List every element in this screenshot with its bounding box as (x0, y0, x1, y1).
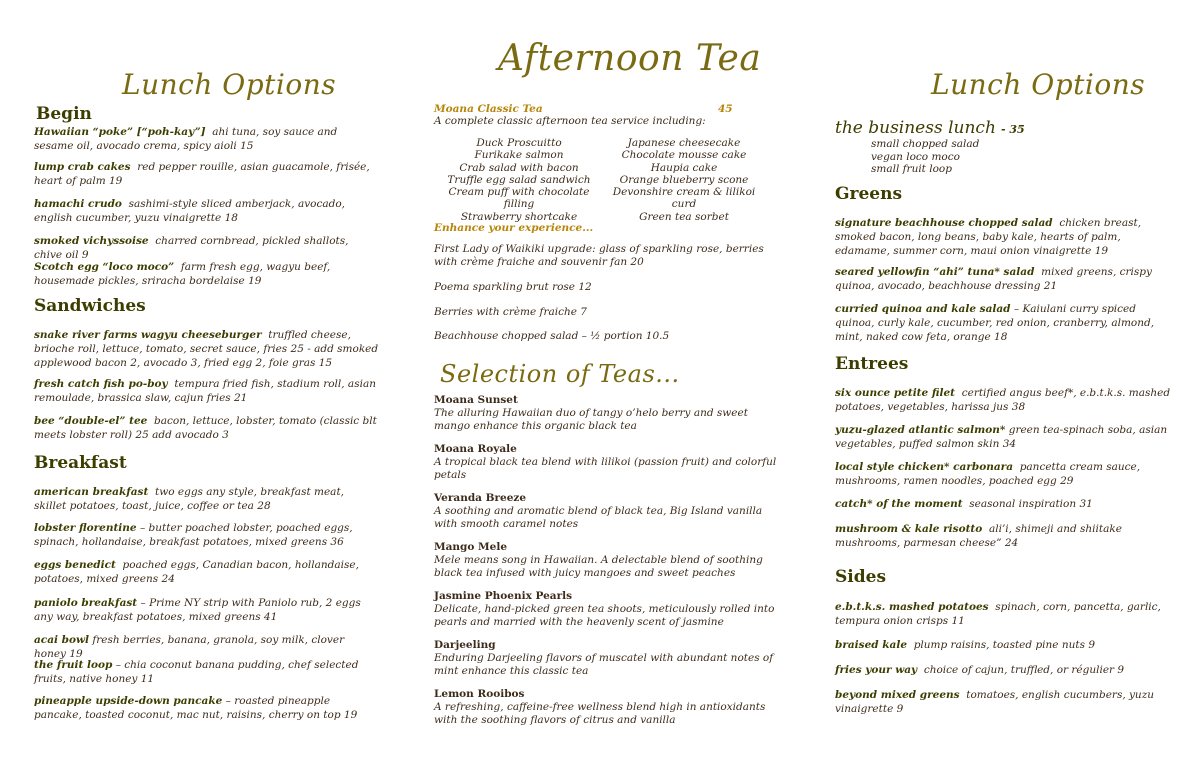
menu-item: e.b.t.k.s. mashed potatoes spinach, corn, pancetta, garlic, tempura onion crisps 11 (835, 601, 1161, 627)
business-lunch-items (871, 138, 979, 176)
tea-item: Lemon Rooibos A refreshing, caffeine-free wellness blend high in antioxidants with the soothing flavors of citrus and vanilla (434, 688, 766, 726)
classic-tea-price: 45 (718, 103, 733, 115)
teas-title: Selection of Teas... (440, 360, 680, 388)
list-item: Orange blueberry scone (619, 173, 749, 186)
menu-item: american breakfast two eggs any style, breakfast meat, skillet potatoes, toast, juice, coffee or tea 28 (34, 486, 345, 512)
tea-item: Darjeeling Enduring Darjeeling flavors of muscatel with abundant notes of mint enhance this classic tea (434, 639, 774, 677)
menu-item: mushroom & kale risotto ali’i, shimeji and shiitake mushrooms, parmesan cheese” 24 (835, 523, 1122, 549)
list-item: Duck Proscuitto (476, 137, 562, 149)
list-item: small fruit loop (871, 163, 952, 175)
menu-item: fries your way choice of cajun, truffled, or régulier 9 (835, 664, 1125, 676)
greens-heading: Greens (835, 184, 903, 204)
menu-item: pineapple upside-down pancake – roasted pineapple pancake, toasted coconut, mac nut, raisins, cherry on top 19 (34, 695, 358, 721)
classic-tea-intro: A complete classic afternoon tea service including: (434, 115, 706, 127)
menu-item: six ounce petite filet certified angus beef*, e.b.t.k.s. mashed potatoes, vegetables, harissa jus 38 (835, 387, 1171, 413)
enhance-item: Berries with crème fraiche 7 (434, 306, 587, 318)
menu-item: the fruit loop – chia coconut banana pudding, chef selected fruits, native honey 11 (34, 659, 359, 685)
list-item: Chocolate mousse cake (621, 149, 747, 162)
enhance-item: First Lady of Waikiki upgrade: glass of sparkling rose, berries with crème fraiche and souvenir fan 20 (434, 243, 764, 268)
sandwiches-heading: Sandwiches (34, 296, 146, 316)
list-item: Japanese cheesecake (627, 137, 741, 149)
list-item: Crab salad with bacon (459, 161, 579, 174)
enhance-item: Beachhouse chopped salad – ½ portion 10.5 (434, 330, 670, 342)
afternoon-tea-title: Afternoon Tea (498, 38, 762, 79)
includes-col-1 (434, 137, 604, 223)
menu-item: hamachi crudo sashimi-style sliced amberjack, avocado, english cucumber, yuzu vinaigrette 18 (34, 198, 345, 224)
menu-item: Hawaiian “poke” [“poh-kay”] ahi tuna, soy sauce and sesame oil, avocado crema, spicy aioli 15 (34, 126, 338, 152)
menu-item: paniolo breakfast – Prime NY strip with Paniolo rub, 2 eggs any way, breakfast potatoes, mixed greens 41 (34, 597, 361, 623)
menu-item: seared yellowfin “ahi” tuna* salad mixed greens, crispy quinoa, avocado, beachhouse dressing 21 (835, 266, 1152, 292)
sides-heading: Sides (835, 567, 887, 587)
tea-item: Jasmine Phoenix Pearls Delicate, hand-picked green tea shoots, meticulously rolled into pearls and married with the heavenly scent of jasmine (434, 590, 775, 628)
includes-col-2 (599, 137, 769, 223)
menu-item: bee “double-el” tee bacon, lettuce, lobster, tomato (classic blt meets lobster roll) 25 add avocado 3 (34, 415, 377, 441)
menu-item: snake river farms wagyu cheeseburger truffled cheese, brioche roll, lettuce, tomato, secret sauce, fries 25 - add smoked applewood bacon 2, avocado 3, fried egg 2, foie gras 15 (34, 329, 379, 369)
enhance-heading: Enhance your experience... (434, 222, 594, 234)
list-item: Devonshire cream & lilikoi curd (612, 186, 756, 211)
tea-item: Moana Royale A tropical black tea blend with lilikoi (passion fruit) and colorful petals (434, 443, 777, 481)
menu-item: lump crab cakes red pepper rouille, asian guacamole, frisée, heart of palm 19 (34, 161, 370, 187)
menu-item: smoked vichyssoise charred cornbread, pickled shallots, chive oil 9 (34, 235, 349, 261)
breakfast-heading: Breakfast (34, 453, 127, 473)
menu-item: curried quinoa and kale salad – Kaiulani curry spiced quinoa, curly kale, cucumber, red onion, cranberry, almond, mint, naked cow feta, orange 18 (835, 303, 1155, 343)
tea-item: Mango Mele Mele means song in Hawaiian. A delectable blend of soothing black tea infused with juicy mangoes and sweet peaches (434, 541, 763, 579)
list-item: Cream puff with chocolate filling (448, 186, 590, 211)
list-item: Green tea sorbet (639, 210, 729, 223)
business-lunch-heading: the business lunch - 35 (835, 118, 1025, 138)
menu-item: lobster florentine – butter poached lobster, poached eggs, spinach, hollandaise, breakfast potatoes, mixed greens 36 (34, 522, 353, 548)
list-item: Haupia cake (650, 161, 718, 174)
menu-item: braised kale plump raisins, toasted pine nuts 9 (835, 639, 1095, 651)
menu-item: Scotch egg “loco moco” farm fresh egg, wagyu beef, housemade pickles, sriracha bordelaise 19 (34, 261, 331, 287)
menu-item: beyond mixed greens tomatoes, english cucumbers, yuzu vinaigrette 9 (835, 689, 1154, 715)
tea-item: Veranda Breeze A soothing and aromatic blend of black tea, Big Island vanilla with smooth caramel notes (434, 492, 763, 530)
begin-heading: Begin (36, 104, 92, 124)
menu-item: fresh catch fish po-boy tempura fried fish, stadium roll, asian remoulade, brassica slaw, cajun fries 21 (34, 378, 376, 404)
list-item: small chopped salad (871, 138, 980, 150)
left-title: Lunch Options (122, 68, 337, 101)
list-item: vegan loco moco (871, 150, 960, 163)
enhance-item: Poema sparkling brut rose 12 (434, 281, 592, 293)
menu-item: yuzu-glazed atlantic salmon* green tea-spinach soba, asian vegetables, puffed salmon skin 34 (835, 424, 1168, 450)
list-item: Truffle egg salad sandwich (447, 173, 591, 186)
menu-item: signature beachhouse chopped salad chicken breast, smoked bacon, long beans, baby kale, hearts of palm, edamame, summer corn, maui onion vinaigrette 19 (835, 217, 1142, 257)
tea-item: Moana Sunset The alluring Hawaiian duo of tangy o’helo berry and sweet mango enhance this organic black tea (434, 394, 748, 432)
list-item: Strawberry shortcake (460, 210, 578, 223)
list-item: Furikake salmon (474, 149, 564, 162)
menu-item: eggs benedict poached eggs, Canadian bacon, hollandaise, potatoes, mixed greens 24 (34, 559, 359, 585)
menu-item: catch* of the moment seasonal inspiration 31 (835, 498, 1093, 510)
entrees-heading: Entrees (835, 354, 909, 374)
classic-tea-name: Moana Classic Tea (434, 103, 543, 115)
right-title: Lunch Options (931, 68, 1146, 101)
menu-item: local style chicken* carbonara pancetta cream sauce, mushrooms, ramen noodles, poached egg 29 (835, 461, 1141, 487)
menu-item: acai bowl fresh berries, banana, granola, soy milk, clover honey 19 (34, 634, 345, 660)
